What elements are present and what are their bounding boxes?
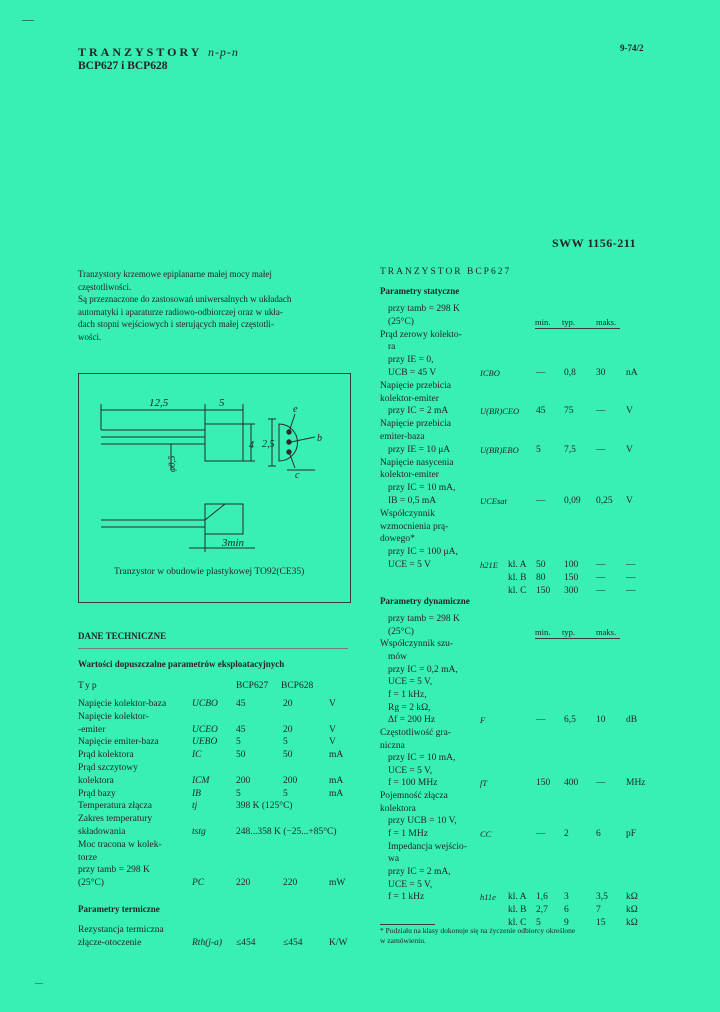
section-heading: DANE TECHNICZNE	[78, 631, 167, 641]
figure-caption: Tranzystor w obudowie plastykowej TO92(CE35)	[114, 567, 305, 577]
table-row	[380, 879, 680, 891]
cell-l: przy IC = 2 mA,	[388, 867, 451, 877]
table-row	[380, 803, 680, 815]
cell-u: mA	[329, 750, 344, 761]
cell-l: Współczynnik szu-	[380, 639, 454, 650]
cell-l: Δf = 200 Hz	[388, 715, 436, 726]
cell-label: Prąd szczytowy	[78, 763, 138, 773]
cell-l: f = 1 kHz,	[388, 689, 427, 700]
cell-mn: —	[536, 496, 546, 506]
cell-l: dowego*	[380, 534, 415, 545]
cell-u: V	[626, 406, 633, 417]
cell-l: przy IC = 100 μA,	[388, 547, 458, 558]
package-drawing	[79, 374, 350, 602]
page-code: 9-74/2	[620, 43, 644, 53]
dim-body-label: 5	[219, 397, 225, 409]
table-row	[380, 444, 680, 456]
cell-b: 5	[283, 737, 288, 748]
cell-mx: —	[596, 444, 606, 455]
table-row	[380, 866, 680, 878]
cell-a: 5	[236, 788, 241, 799]
cell-l: przy tamb = 298 K	[388, 614, 460, 624]
cell-s: CC	[480, 829, 492, 840]
cell-l: niczna	[380, 740, 405, 751]
cell-label: Napięcie kolektor-	[78, 711, 149, 722]
table-row	[380, 815, 680, 827]
footnote: * Podziału na klasy dokonuje się na życzenie odbiorcy określone	[380, 926, 576, 935]
cell-u: mW	[329, 878, 346, 889]
table-row	[380, 354, 680, 366]
page-title: TRANZYSTORY n-p-n	[78, 45, 239, 59]
intro-line: wości.	[78, 331, 102, 342]
cell-l: UCE = 5 V	[388, 560, 431, 570]
cell-l: Napięcie przebicia	[380, 419, 451, 430]
cell-l: przy tamb = 298 K	[388, 304, 460, 314]
cell-l: f = 1 kHz	[388, 892, 425, 903]
cell-k: kl. B	[508, 572, 527, 583]
cell-sym: tj	[192, 801, 198, 812]
cell-sym: IC	[192, 750, 202, 761]
col-max: maks.	[596, 317, 617, 327]
cell-u: pF	[626, 829, 637, 840]
table-row	[380, 329, 680, 341]
cell-k: kl. B	[508, 904, 527, 915]
cell-ty: 6,5	[564, 715, 576, 726]
cell-s: ICBO	[480, 368, 500, 378]
cell-l: Napięcie przebicia	[380, 380, 451, 391]
cell-mx: —	[596, 560, 606, 570]
cell-mn: 150	[536, 585, 551, 596]
cell-a: 248...358 K (−25...+85°C)	[236, 827, 337, 837]
table-row	[78, 724, 358, 736]
cell-mx: —	[596, 585, 606, 596]
cell-label: Prąd bazy	[78, 788, 116, 799]
intro-text	[78, 268, 350, 343]
cell-l: Impedancja wejścio-	[388, 841, 467, 852]
cell-b: 50	[283, 750, 293, 761]
cell-l: Napięcie nasycenia	[380, 457, 454, 468]
cell-label: torze	[78, 852, 97, 863]
cell-l: mów	[388, 651, 407, 662]
lead-b-label: b	[317, 433, 322, 444]
cell-b: ≤454	[283, 937, 303, 948]
cell-s: UCEsat	[480, 496, 507, 506]
table-row	[380, 790, 680, 802]
cell-a: 5	[236, 737, 241, 748]
cell-a: ≤454	[236, 937, 256, 948]
dim-lead-dia-label: φ0,5	[167, 455, 177, 472]
cell-a: 398 K (125°C)	[236, 801, 293, 812]
cell-b: 220	[283, 878, 298, 889]
cell-l: UCE = 5 V,	[388, 765, 433, 776]
cell-u: kΩ	[626, 892, 638, 903]
cell-l: UCE = 5 V,	[388, 677, 433, 688]
cell-mx: 3,5	[596, 892, 608, 903]
table-row	[78, 711, 358, 723]
cell-ty: 7,5	[564, 444, 576, 455]
cell-l: Współczynnik	[380, 508, 435, 519]
cell-a: 45	[236, 699, 246, 709]
cell-u: dB	[626, 715, 638, 726]
cell-k: kl. C	[508, 917, 527, 928]
cell-s: h11e	[480, 892, 496, 903]
cell-l: przy IC = 10 mA,	[388, 753, 456, 764]
table-row	[78, 736, 358, 748]
table-row	[380, 303, 680, 315]
table-row	[380, 469, 680, 481]
table-row	[380, 367, 680, 379]
cell-sym: UCBO	[192, 699, 218, 709]
cell-mx: 15	[596, 917, 606, 928]
standard-number: SWW 1156-211	[552, 236, 637, 250]
col-min: min.	[535, 627, 551, 637]
table-row	[380, 651, 680, 663]
cell-u: —	[626, 585, 636, 596]
table-row	[380, 546, 680, 558]
cell-label: Zakres temperatury	[78, 814, 153, 825]
transistor-type: n-p-n	[207, 45, 239, 59]
cell-a: 220	[236, 878, 251, 889]
table-row	[78, 813, 358, 825]
cell-l: Prąd zerowy kolekto-	[380, 329, 462, 340]
table-row	[380, 765, 680, 777]
cell-ty: 2	[564, 829, 569, 840]
table-row	[380, 482, 680, 494]
table-row	[380, 841, 680, 853]
cell-mn: 150	[536, 778, 551, 789]
cell-label: Napięcie kolektor-baza	[78, 699, 167, 709]
cell-a: 45	[236, 724, 246, 735]
cell-l: f = 100 MHz	[388, 778, 438, 789]
page-subtitle: BCP627 i BCP628	[78, 60, 168, 72]
cell-l: emiter-baza	[380, 432, 425, 442]
col-max: maks.	[596, 627, 617, 637]
cell-label: przy tamb = 298 K	[78, 865, 150, 876]
table-row	[78, 826, 358, 838]
cell-sym: ICM	[192, 775, 210, 786]
table-row	[380, 904, 680, 916]
dim-min-label: 3min	[222, 537, 244, 549]
cell-l: przy IE = 0,	[388, 355, 434, 366]
cell-sym: UCEO	[192, 724, 218, 735]
table-row	[380, 533, 680, 545]
cell-b: 20	[283, 724, 293, 735]
cell-u: K/W	[329, 937, 348, 948]
cell-u: —	[626, 572, 636, 583]
dim-length-label: 12,5	[149, 397, 169, 409]
table-row	[78, 775, 358, 787]
cell-mn: 5	[536, 917, 541, 928]
cell-l: f = 1 MHz	[388, 829, 428, 840]
cell-l: UCB = 45 V	[388, 368, 437, 378]
intro-line: Są przeznaczone do zastosowań uniwersalnych w układach	[78, 294, 292, 304]
cell-l: ra	[388, 342, 396, 353]
cell-l: przy UCB = 10 V,	[388, 816, 457, 827]
table-row	[380, 740, 680, 752]
cell-ty: 6	[564, 904, 569, 915]
cell-mn: 2,7	[536, 904, 548, 915]
bottom-mark: —	[35, 978, 43, 987]
cell-a: 50	[236, 750, 246, 761]
cell-l: kolektora	[380, 803, 416, 814]
intro-line: automatyki i aparaturze radiowo-odbiorczej oraz w ukła-	[78, 306, 283, 317]
cell-ty: 0,09	[564, 496, 581, 506]
table-row	[78, 800, 358, 812]
cell-l: wa	[388, 854, 400, 865]
cell-l: kolektor-emiter	[380, 470, 439, 481]
cell-ty: 3	[564, 892, 569, 903]
table-row	[380, 405, 680, 417]
col-bcp627: BCP627	[236, 681, 269, 691]
table-row	[78, 937, 358, 949]
table-row	[380, 626, 680, 638]
table-row	[380, 521, 680, 533]
cell-mn: 80	[536, 572, 546, 583]
cell-mn: —	[536, 368, 546, 378]
cell-k: kl. A	[508, 892, 527, 903]
table-row	[78, 839, 358, 851]
cell-s: fT	[480, 778, 488, 789]
table-row	[380, 341, 680, 353]
col-typ: typ.	[562, 317, 575, 327]
table-row	[380, 714, 680, 726]
table-row	[78, 698, 358, 710]
cell-l: (25°C)	[388, 316, 414, 327]
col-min: min.	[535, 317, 551, 327]
cell-u: —	[626, 560, 636, 570]
table-row	[380, 702, 680, 714]
limits-heading: Wartości dopuszczalne parametrów eksploatacyjnych	[78, 659, 285, 669]
cell-sym: Rth(j-a)	[192, 937, 223, 948]
cell-l: Pojemność złącza	[380, 791, 448, 802]
package-figure	[78, 373, 351, 603]
cell-u: V	[626, 496, 633, 506]
cell-k: kl. C	[508, 585, 527, 596]
cell-ty: 100	[564, 560, 579, 570]
cell-u: nA	[626, 368, 638, 378]
lead-e-label: e	[293, 404, 298, 415]
table-row	[380, 559, 680, 571]
cell-l: kolektor-emiter	[380, 393, 439, 404]
cell-sym: UEBO	[192, 737, 218, 748]
static-heading: Parametry statyczne	[380, 286, 460, 296]
cell-u: kΩ	[626, 904, 638, 915]
table-row	[380, 891, 680, 903]
cell-l: IB = 0,5 mA	[388, 496, 437, 506]
cell-ty: 0,8	[564, 368, 576, 378]
cell-label: składowania	[78, 827, 126, 837]
cell-u: V	[329, 737, 336, 748]
col-bcp628: BCP628	[281, 681, 314, 691]
cell-b: 5	[283, 788, 288, 799]
cell-mx: —	[596, 572, 606, 583]
table-row	[78, 852, 358, 864]
table-row	[380, 752, 680, 764]
cell-ty: 300	[564, 585, 579, 596]
dim-height-label: 4	[249, 440, 254, 451]
table-row	[78, 877, 358, 889]
cell-mx: 0,25	[596, 496, 613, 506]
cell-label: kolektora	[78, 775, 114, 786]
cell-l: wzmocnienia prą-	[380, 521, 449, 532]
cell-mn: 45	[536, 406, 546, 417]
cell-ty: 75	[564, 406, 574, 417]
cell-u: V	[626, 444, 633, 455]
table-row	[380, 727, 680, 739]
cell-b: 200	[283, 775, 298, 786]
table-row	[380, 689, 680, 701]
cell-u: mA	[329, 788, 344, 799]
cell-label: Prąd kolektora	[78, 750, 134, 761]
cell-l: przy IC = 0,2 mA,	[388, 664, 458, 675]
cell-sym: PC	[192, 878, 205, 889]
cell-u: kΩ	[626, 917, 638, 928]
table-row	[380, 418, 680, 430]
cell-u: V	[329, 699, 336, 709]
table-row	[380, 316, 680, 328]
cell-l: UCE = 5 V,	[388, 879, 433, 890]
limits-header-row	[78, 680, 350, 692]
cell-mn: —	[536, 715, 546, 726]
cell-mx: —	[596, 406, 606, 417]
col-typ: typ.	[562, 627, 575, 637]
table-row	[380, 393, 680, 405]
table-row	[380, 495, 680, 507]
cell-l: Rg = 2 kΩ,	[388, 702, 431, 713]
cell-label: złącze-otoczenie	[78, 937, 142, 948]
cell-s: U(BR)CEO	[480, 406, 520, 417]
cell-a: 200	[236, 775, 251, 786]
cell-mn: —	[536, 829, 546, 840]
table-row	[380, 638, 680, 650]
table-row	[380, 828, 680, 840]
cell-mx: 30	[596, 368, 606, 378]
cell-ty: 150	[564, 572, 579, 583]
cell-u: mA	[329, 775, 344, 786]
table-row	[78, 864, 358, 876]
table-row	[78, 924, 358, 936]
table-row	[380, 380, 680, 392]
cell-label: Temperatura złącza	[78, 801, 152, 812]
cell-label: Moc tracona w kolek-	[78, 839, 162, 850]
cell-mx: 10	[596, 715, 606, 726]
table-row	[78, 762, 358, 774]
cell-label: Napięcie emiter-baza	[78, 737, 159, 748]
intro-line: częstotliwości.	[78, 281, 132, 292]
cell-mn: 50	[536, 560, 546, 570]
cell-k: kl. A	[508, 560, 527, 570]
table-row	[380, 853, 680, 865]
table-row	[380, 664, 680, 676]
col-type: Typ	[78, 681, 99, 691]
cell-s: h21E	[480, 560, 498, 570]
cell-mn: 1,6	[536, 892, 548, 903]
table-row	[380, 613, 680, 625]
cell-l: przy IC = 2 mA	[388, 406, 449, 417]
corner-dash: —	[22, 12, 34, 26]
right-heading: TRANZYSTOR BCP627	[380, 267, 512, 277]
footnote-cont: w zamówieniu.	[380, 936, 426, 945]
cell-label: (25°C)	[78, 878, 104, 889]
cell-label: Rezystancja termiczna	[78, 925, 164, 935]
cell-ty: 9	[564, 917, 569, 928]
table-row	[380, 457, 680, 469]
cell-u: MHz	[626, 778, 646, 789]
cell-b: 20	[283, 699, 293, 709]
cell-mx: 7	[596, 904, 601, 915]
cell-s: U(BR)EBO	[480, 444, 519, 455]
table-row	[380, 676, 680, 688]
cell-label: -emiter	[78, 724, 106, 735]
table-row	[380, 431, 680, 443]
dynamic-heading: Parametry dynamiczne	[380, 596, 470, 606]
thermal-heading: Parametry termiczne	[78, 904, 160, 914]
cell-mn: 5	[536, 444, 541, 455]
cell-ty: 400	[564, 778, 579, 789]
cell-l: Częstotliwość gra-	[380, 727, 451, 738]
cell-l: przy IE = 10 μA	[388, 444, 451, 455]
cell-u: V	[329, 724, 336, 735]
table-row	[78, 749, 358, 761]
cell-mx: —	[596, 778, 606, 789]
intro-line: dach stopni wejściowych i sterujących małej częstotli-	[78, 319, 274, 329]
table-row	[380, 572, 680, 584]
cell-sym: tstg	[192, 827, 206, 837]
cell-mx: 6	[596, 829, 601, 840]
table-row	[380, 777, 680, 789]
cell-sym: IB	[192, 788, 201, 799]
lead-c-label: c	[295, 470, 300, 481]
table-row	[380, 508, 680, 520]
intro-line: Tranzystory krzemowe epiplanarne małej mocy małej	[78, 269, 272, 279]
cell-l: (25°C)	[388, 626, 414, 637]
dim-pitch-label: 2,5	[262, 439, 275, 450]
table-row	[78, 788, 358, 800]
cell-l: przy IC = 10 mA,	[388, 483, 456, 494]
cell-s: F	[480, 715, 486, 726]
